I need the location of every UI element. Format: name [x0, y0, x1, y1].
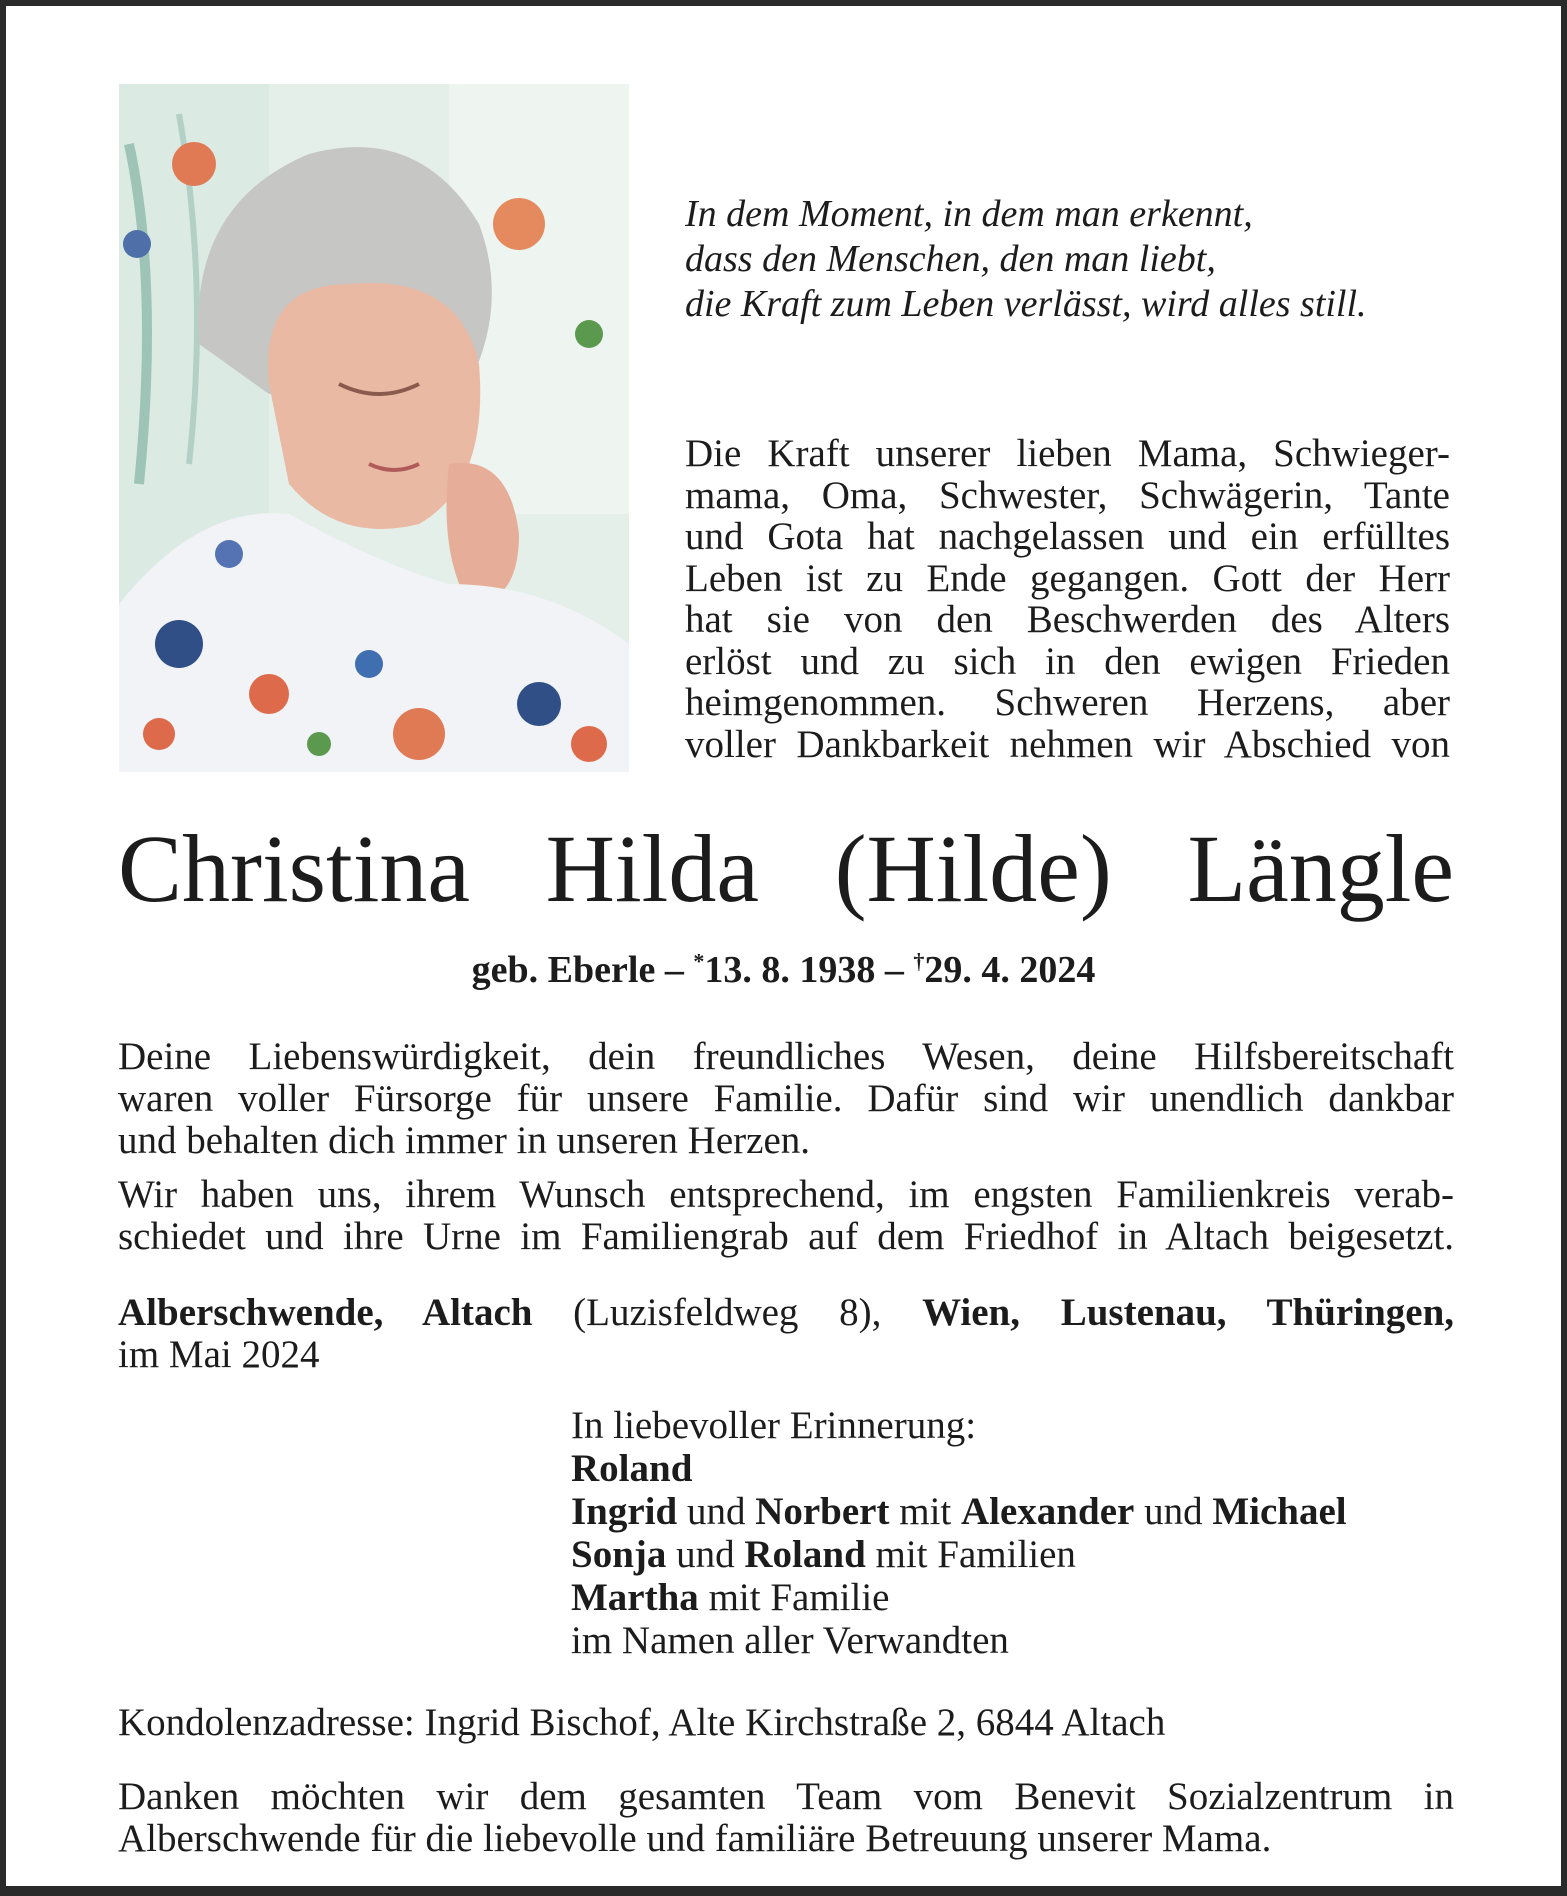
- tribute-paragraph: [118, 1036, 1454, 1162]
- portrait-image: [119, 84, 629, 772]
- burial-line: schiedet und ihre Urne im Familiengrab auf dem Friedhof in Altach beigesetzt.: [118, 1215, 1454, 1258]
- intro-paragraph: [685, 433, 1450, 765]
- conjunction: und: [677, 1490, 756, 1533]
- places-towns-b: Wien, Lustenau, Thüringen,: [922, 1291, 1455, 1334]
- family-line: [571, 1490, 1471, 1533]
- death-symbol: †: [913, 948, 925, 974]
- tribute-line: waren voller Fürsorge für unsere Familie. Dafür sind wir unendlich dankbar: [118, 1077, 1454, 1120]
- poem-line: die Kraft zum Leben verlässt, wird alles still.: [685, 283, 1367, 325]
- burial-line: Wir haben uns, ihrem Wunsch entsprechend, im engsten Familienkreis verab-: [118, 1173, 1454, 1216]
- places-date: im Mai 2024: [118, 1333, 320, 1376]
- family-signature: [571, 1404, 1471, 1662]
- obituary-page: [6, 6, 1561, 1886]
- birth-name: geb. Eberle: [471, 949, 656, 991]
- places-towns-a: Alberschwende, Altach: [118, 1291, 533, 1334]
- thanks-line: Danken möchten wir dem gesamten Team vom Benevit Sozialzentrum in: [118, 1775, 1454, 1818]
- places-address: (Luzisfeldweg 8),: [532, 1291, 923, 1334]
- intro-line: und Gota hat nachgelassen und ein erfülltes: [685, 515, 1450, 558]
- places-paragraph: [118, 1292, 1454, 1376]
- intro-line: erlöst und zu sich in den ewigen Frieden: [685, 639, 1450, 683]
- tribute-line: und behalten dich immer in unseren Herzen.: [118, 1119, 811, 1162]
- poem-line: dass den Menschen, den man liebt,: [685, 238, 1216, 280]
- birth-date: 13. 8. 1938: [704, 949, 876, 991]
- family-heading: In liebevoller Erinnerung:: [571, 1404, 977, 1447]
- family-line: [571, 1447, 1471, 1490]
- intro-line: hat sie von den Beschwerden des Alters: [685, 598, 1450, 641]
- family-suffix: mit Familie: [698, 1576, 890, 1619]
- dash: –: [664, 949, 684, 991]
- family-member: Roland: [744, 1533, 866, 1576]
- intro-line: voller Dankbarkeit nehmen wir Abschied von: [685, 722, 1450, 766]
- family-member: Michael: [1212, 1490, 1347, 1533]
- conjunction: mit: [889, 1490, 961, 1533]
- memorial-poem: [685, 192, 1485, 327]
- family-line: [571, 1533, 1471, 1576]
- deceased-name: Christina Hilda (Hilde) Längle: [118, 815, 1454, 922]
- condolence-line: Kondolenzadresse: Ingrid Bischof, Alte Kirchstraße 2, 6844 Altach: [118, 1701, 1166, 1744]
- birth-symbol: *: [693, 948, 705, 974]
- family-member: Ingrid: [571, 1490, 678, 1533]
- family-line: [571, 1576, 1471, 1619]
- family-suffix: mit Familien: [865, 1533, 1076, 1576]
- intro-line: Leben ist zu Ende gegangen. Gott der Herr: [685, 556, 1450, 600]
- intro-line: heimgenommen. Schweren Herzens, aber: [685, 681, 1450, 724]
- thanks-paragraph: [118, 1776, 1454, 1860]
- family-member: Roland: [571, 1447, 693, 1490]
- tribute-line: Deine Liebenswürdigkeit, dein freundliches Wesen, deine Hilfsbereitschaft: [118, 1035, 1454, 1078]
- condolence-address: [118, 1702, 1454, 1744]
- conjunction: und: [666, 1533, 745, 1576]
- poem-line: In dem Moment, in dem man erkennt,: [685, 193, 1253, 235]
- death-date: 29. 4. 2024: [924, 949, 1096, 991]
- intro-line: Die Kraft unserer lieben Mama, Schwieger-: [685, 432, 1450, 475]
- thanks-line: Alberschwende für die liebevolle und familiäre Betreuung unserer Mama.: [118, 1817, 1272, 1860]
- dash: –: [884, 949, 904, 991]
- intro-line: mama, Oma, Schwester, Schwägerin, Tante: [685, 473, 1450, 517]
- family-member: Martha: [571, 1576, 699, 1619]
- burial-paragraph: [118, 1174, 1454, 1258]
- life-dates: [6, 948, 1561, 992]
- family-member: Alexander: [961, 1490, 1135, 1533]
- conjunction: und: [1134, 1490, 1213, 1533]
- family-member: Norbert: [755, 1490, 890, 1533]
- family-member: Sonja: [571, 1533, 667, 1576]
- family-line: im Namen aller Verwandten: [571, 1619, 1009, 1662]
- places-line: [118, 1292, 1454, 1334]
- portrait-photo: [119, 84, 629, 772]
